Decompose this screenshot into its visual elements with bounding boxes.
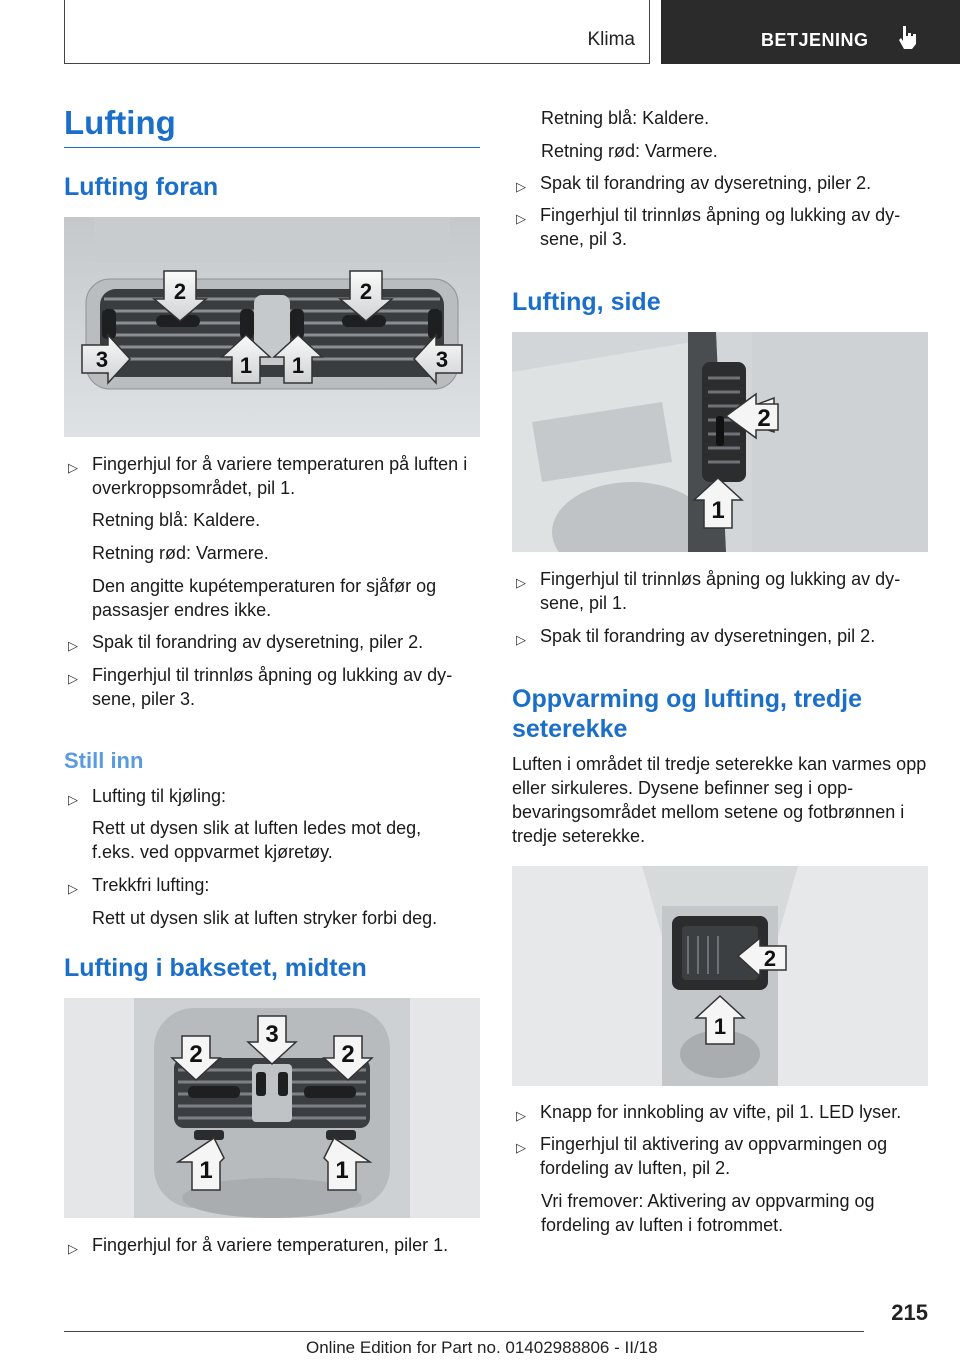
header-tab[interactable]	[661, 0, 960, 64]
sub-text: Retning rød: Varmere.	[92, 543, 269, 563]
footer-rule	[64, 1331, 864, 1332]
rear-vents-image	[64, 998, 480, 1218]
title-rule	[64, 147, 480, 148]
triangle-bullet-icon: ▷	[516, 179, 526, 194]
list-item: ▷ Fingerhjul til aktivering av oppvarmingen og fordeling av luften, pil 2.	[516, 1134, 888, 1178]
sub-text: Rett ut dysen slik at luften ledes mot deg, f.eks. ved oppvarmet kjøretøy.	[92, 818, 422, 862]
hand-pointer-icon	[897, 24, 919, 55]
triangle-bullet-icon: ▷	[68, 671, 78, 686]
heading-still: Still inn	[64, 748, 144, 773]
list-item: ▷ Fingerhjul til trinnløs åpning og lukking av dysene, pil 3.	[516, 205, 901, 249]
header-tab-label: BETJENING	[761, 30, 869, 50]
list-item: ▷ Trekkfri lufting:	[64, 873, 474, 897]
arrow-label: 1	[711, 497, 725, 524]
page-title: Lufting	[64, 104, 176, 141]
arrow-label: 2	[757, 405, 771, 432]
arrow-label: 1	[335, 1157, 349, 1184]
triangle-bullet-icon: ▷	[68, 792, 78, 807]
sub-text: Retning blå: Kaldere.	[92, 510, 261, 530]
triangle-bullet-icon: ▷	[68, 638, 78, 653]
list-item: ▷ Fingerhjul for å variere temperaturen på luften i overkroppsområdet, pil 1.	[68, 454, 468, 498]
heading-rear: Lufting i baksetet, midten	[64, 954, 367, 982]
heading-front: Lufting foran	[64, 173, 219, 201]
arrow-label: 2	[189, 1041, 203, 1068]
list-item: ▷ Spak til forandring av dyseretningen, pil 2.	[512, 624, 932, 648]
triangle-bullet-icon: ▷	[68, 460, 78, 475]
list-item: ▷ Fingerhjul for å variere temperaturen, piler 1.	[64, 1233, 484, 1257]
arrow-label: 1	[291, 353, 305, 378]
arrow-label: 3	[95, 347, 109, 372]
arrow-label: 1	[239, 353, 253, 378]
arrow-label: 1	[713, 1014, 727, 1039]
header-box	[64, 0, 650, 64]
header-section-title: Klima	[587, 29, 635, 50]
page-number: 215	[891, 1300, 928, 1325]
sub-text: Den angitte kupétemperaturen for sjåfør og passasjer endres ikke.	[92, 576, 437, 620]
sub-text: Vri fremover: Aktivering av oppvarming og fordeling av luften i fotrommet.	[541, 1191, 875, 1235]
sub-text: Retning blå: Kaldere.	[541, 108, 710, 128]
list-item: ▷ Fingerhjul til trinnløs åpning og lukking av dysene, pil 1.	[516, 569, 901, 613]
third-row-image	[512, 866, 928, 1086]
heading-third: Oppvarming og lufting, tredje seterekke	[512, 685, 862, 743]
arrow-label: 1	[199, 1157, 213, 1184]
list-item: ▷ Knapp for innkobling av vifte, pil 1. LED lyser.	[512, 1100, 932, 1124]
footer-edition: Online Edition for Part no. 01402988806 - II/18	[306, 1338, 658, 1357]
heading-side: Lufting, side	[512, 288, 661, 316]
list-item: ▷ Lufting til kjøling:	[64, 784, 474, 808]
arrow-label: 2	[763, 946, 777, 971]
triangle-bullet-icon: ▷	[516, 1140, 526, 1155]
sub-text: Rett ut dysen slik at luften stryker forbi deg.	[92, 908, 438, 928]
arrow-label: 3	[265, 1021, 279, 1048]
list-item: ▷ Fingerhjul til trinnløs åpning og lukking av dysene, piler 3.	[68, 665, 453, 709]
triangle-bullet-icon: ▷	[516, 211, 526, 226]
triangle-bullet-icon: ▷	[516, 1108, 526, 1123]
arrow-label: 2	[341, 1041, 355, 1068]
list-item: ▷ Spak til forandring av dyseretning, piler 2.	[512, 171, 932, 195]
third-paragraph: Luften i området til tredje seterekke kan varmes opp eller sirkuleres. Dysene befinner seg i oppbevaringsområdet mellom setene og fotbrønnen i tredje seterekke.	[512, 754, 927, 846]
sub-text: Retning rød: Varmere.	[541, 141, 718, 161]
triangle-bullet-icon: ▷	[516, 575, 526, 590]
arrow-label: 2	[359, 279, 373, 304]
triangle-bullet-icon: ▷	[68, 1241, 78, 1256]
front-vents-image	[64, 217, 480, 437]
side-vent-image	[512, 332, 928, 552]
triangle-bullet-icon: ▷	[516, 632, 526, 647]
list-item: ▷ Spak til forandring av dyseretning, piler 2.	[64, 630, 484, 654]
arrow-label: 3	[435, 347, 449, 372]
arrow-label: 2	[173, 279, 187, 304]
triangle-bullet-icon: ▷	[68, 881, 78, 896]
